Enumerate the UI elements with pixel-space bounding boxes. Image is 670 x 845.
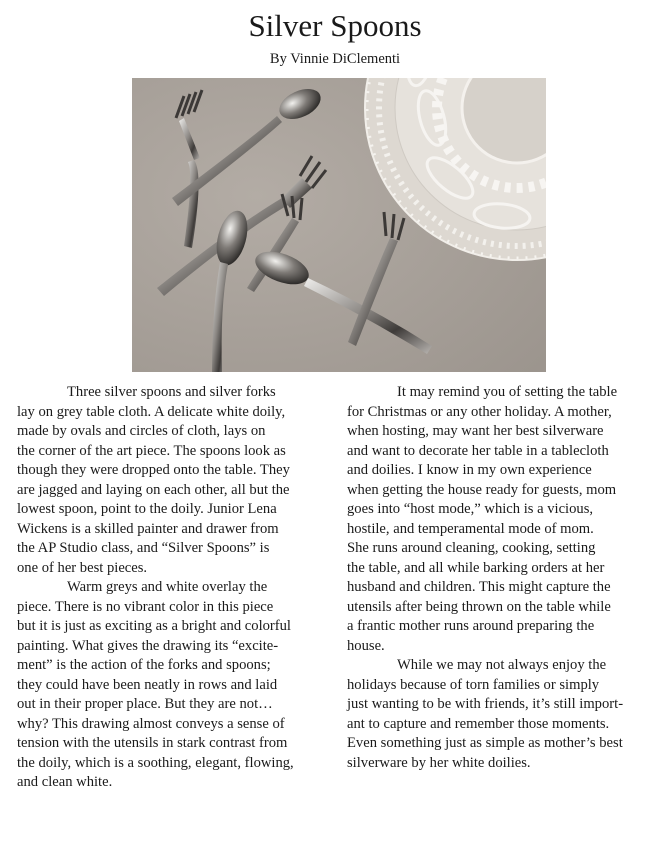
byline: By Vinnie DiClementi xyxy=(269,51,401,67)
right-paragraph-2: While we may not always enjoy the holidays because of torn families or simply just wanting to be with friends, it’s still import- ant to capture and remember those moments. Even something just as simple as mother’s best silverware by her white doilies. xyxy=(347,657,624,771)
article-title: Silver Spoons xyxy=(248,8,422,43)
left-column xyxy=(17,383,334,793)
right-column xyxy=(347,383,652,773)
right-paragraph-1: It may remind you of setting the table for Christmas or any other holiday. A mother, when hosting, may want her best silverware and want to decorate her table in a tablecloth and doilies. I know in my own experience when getting the house ready for guests, mom goes into “host mode,” which is a vicious, hostile, and temperamental mode of mom. She runs around cleaning, cooking, setting the table, and all while barking orders at her husband and children. This might capture the utensils after being thrown on the table while a frantic mother runs around preparing the house. xyxy=(347,384,618,654)
left-paragraph-1: Three silver spoons and silver forks lay on grey table cloth. A delicate white doily, made by ovals and circles of cloth, lays on the corner of the art piece. The spoons look as though they were dropped onto the table. They are jagged and laying on each other, all but the lowest spoon, point to the doily. Junior Lena Wickens is a skilled painter and drawer from the AP Studio class, and “Silver Spoons” is one of her best pieces. xyxy=(17,384,290,576)
artwork-image xyxy=(132,78,546,372)
left-paragraph-2: Warm greys and white overlay the piece. There is no vibrant color in this piece but it is just as exciting as a bright and colorful painting. What gives the drawing its “excite- ment” is the action of the forks and spoons; they could have been neatly in rows and laid out in their proper place. But they are not… why? This drawing almost conveys a sense of tension with the utensils in stark contrast from the doily, which is a soothing, elegant, flowing, and clean white. xyxy=(17,579,294,790)
